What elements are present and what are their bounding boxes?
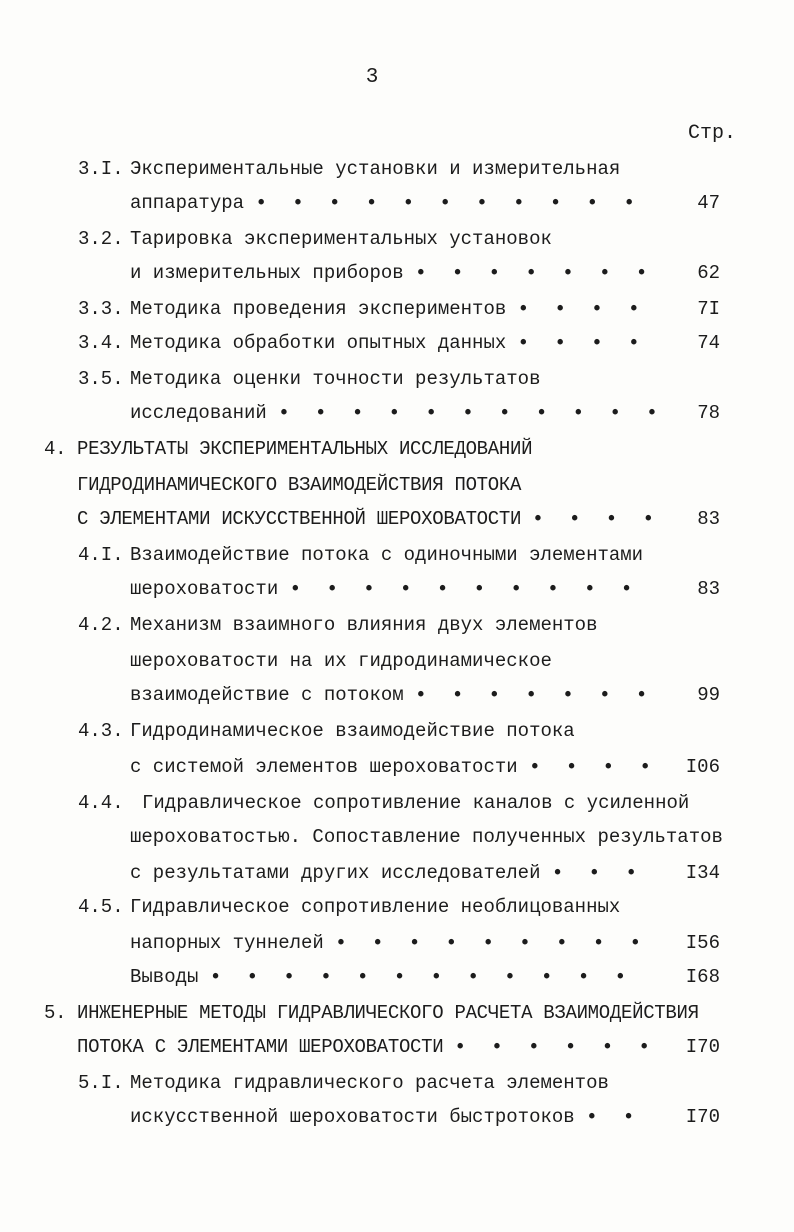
toc-entry-3-2-line-1: 3.2. Тарировка экспериментальных установок	[78, 228, 552, 250]
leader-dots: • • • • • • •	[415, 262, 655, 284]
toc-chapter-5-page: I70	[685, 1036, 720, 1058]
toc-entry-4-4-line-1: 4.4. Гидравлическое сопротивление каналов с усиленной	[78, 792, 690, 814]
toc-entry-4-5-line-2: напорных туннелей • • • • • • • • •	[130, 932, 649, 954]
toc-entry-4-2-line-1: 4.2. Механизм взаимного влияния двух элементов	[78, 614, 598, 636]
toc-entry-conclusions-page: I68	[685, 966, 720, 988]
toc-entry-4-3-line-1: 4.3. Гидродинамическое взаимодействие потока	[78, 720, 575, 742]
leader-dots: • • • • • •	[454, 1036, 657, 1058]
page-column-header: Стр.	[688, 122, 737, 145]
toc-entry-5-1-page: I70	[685, 1106, 720, 1128]
toc-entry-3-2-page: 62	[697, 262, 720, 284]
toc-entry-3-2-line-2: и измерительных приборов • • • • • • •	[130, 262, 655, 284]
leader-dots: • • • • • • • • • •	[289, 578, 640, 600]
leader-dots: • • • • • • • • • • •	[255, 192, 642, 214]
toc-entry-4-3-page: I06	[685, 756, 720, 778]
toc-entry-4-1-line-2: шероховатости • • • • • • • • • •	[130, 578, 640, 600]
toc-entry-3-1-line-1: 3.I. Экспериментальные установки и измерительная	[78, 152, 620, 186]
leader-dots: • • •	[551, 862, 644, 884]
toc-entry-number: 3.I.	[78, 158, 124, 180]
toc-entry-3-5-line-1: 3.5. Методика оценки точности результатов	[78, 368, 541, 390]
toc-entry-3-4-line-1: 3.4. Методика обработки опытных данных • • • •	[78, 332, 647, 354]
toc-chapter-4-line-3: С ЭЛЕМЕНТАМИ ИСКУССТВЕННОЙ ШЕРОХОВАТОСТИ • • • •	[77, 508, 662, 530]
leader-dots: • • • •	[517, 332, 647, 354]
leader-dots: • • • •	[529, 756, 658, 778]
toc-chapter-5-line-1: 5. ИНЖЕНЕРНЫЕ МЕТОДЫ ГИДРАВЛИЧЕСКОГО РАСЧЕТА ВЗАИМОДЕЙСТВИЯ	[44, 1002, 699, 1024]
leader-dots: • • • •	[532, 508, 662, 530]
toc-chapter-4-line-2: ГИДРОДИНАМИЧЕСКОГО ВЗАИМОДЕЙСТВИЯ ПОТОКА	[77, 474, 522, 496]
toc-chapter-5-line-2: ПОТОКА С ЭЛЕМЕНТАМИ ШЕРОХОВАТОСТИ • • • • • •	[77, 1036, 657, 1058]
toc-entry-4-1-line-1: 4.I. Взаимодействие потока с одиночными элементами	[78, 544, 644, 566]
leader-dots: • • • •	[517, 298, 647, 320]
toc-entry-3-5-line-2: исследований • • • • • • • • • • •	[130, 402, 665, 424]
toc-entry-4-5-page: I56	[685, 932, 720, 954]
leader-dots: • • • • • • •	[415, 684, 655, 706]
toc-chapter-4-line-1: 4. РЕЗУЛЬТАТЫ ЭКСПЕРИМЕНТАЛЬНЫХ ИССЛЕДОВАНИЙ	[44, 438, 533, 460]
toc-chapter-4-page: 83	[697, 508, 720, 530]
leader-dots: • • • • • • • • • • • •	[209, 966, 634, 988]
toc-entry-conclusions: Выводы • • • • • • • • • • • •	[130, 966, 634, 988]
leader-dots: • •	[586, 1106, 642, 1128]
toc-entry-4-4-page: I34	[685, 862, 720, 884]
toc-entry-3-3-page: 7I	[697, 298, 720, 320]
toc-entry-3-4-page: 74	[697, 332, 720, 354]
toc-entry-3-1-page: 47	[697, 192, 720, 214]
toc-entry-3-5-page: 78	[697, 402, 720, 424]
toc-entry-4-2-line-3: взаимодействие с потоком • • • • • • •	[130, 684, 655, 706]
toc-entry-4-3-line-2: с системой элементов шероховатости • • • •	[130, 756, 658, 778]
page-number: 3	[365, 66, 379, 89]
toc-entry-4-2-line-2: шероховатости на их гидродинамическое	[130, 650, 552, 672]
toc-entry-3-1-line-2: аппаратура • • • • • • • • • • •	[130, 192, 642, 214]
leader-dots: • • • • • • • • • • •	[278, 402, 665, 424]
toc-entry-4-4-line-2: шероховатостью. Сопоставление полученных результатов	[130, 826, 723, 848]
toc-entry-5-1-line-2: искусственной шероховатости быстротоков • •	[130, 1106, 642, 1128]
toc-entry-4-5-line-1: 4.5. Гидравлическое сопротивление необлицованных	[78, 896, 621, 918]
toc-entry-5-1-line-1: 5.I. Методика гидравлического расчета элементов	[78, 1072, 609, 1094]
toc-entry-4-4-line-3: с результатами других исследователей • • •	[130, 862, 644, 884]
toc-entry-3-3-line-1: 3.3. Методика проведения экспериментов • • • •	[78, 298, 647, 320]
leader-dots: • • • • • • • • •	[335, 932, 649, 954]
toc-entry-4-2-page: 99	[697, 684, 720, 706]
toc-entry-4-1-page: 83	[697, 578, 720, 600]
